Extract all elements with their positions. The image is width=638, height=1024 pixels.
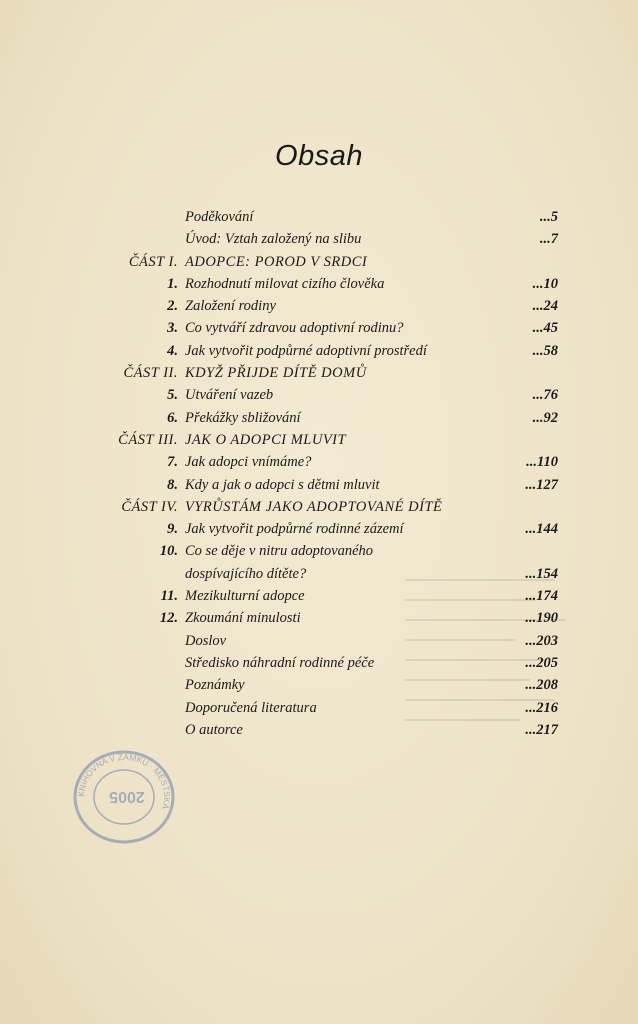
toc-part-heading (0, 496, 638, 518)
toc-entry (0, 384, 638, 406)
toc-entry-title: Rozhodnutí milovat cizího člověka (185, 275, 385, 292)
toc-entry-number: 11. (160, 588, 178, 605)
toc-entry-title: Co se děje v nitru adoptovaného (185, 543, 374, 560)
toc-entry (0, 451, 638, 473)
toc-entry-page: ...45 (532, 320, 558, 337)
toc-entry-number: 2. (167, 298, 178, 315)
toc-entry-page: ...203 (525, 632, 558, 649)
show-through-text (395, 560, 595, 900)
toc-entry (0, 273, 638, 295)
toc-entry-page: ...208 (525, 677, 558, 694)
toc-entry-page: ...7 (539, 231, 558, 248)
toc-entry-title: Kdy a jak o adopci s dětmi mluvit (185, 476, 380, 493)
toc-entry-page: ...76 (532, 387, 558, 404)
toc-entry-title: Jak vytvořit podpůrné rodinné zázemí (185, 521, 404, 538)
toc-entry-title: Zkoumání minulosti (185, 610, 301, 627)
toc-entry-page: ...216 (525, 699, 558, 716)
toc-entry-number: ČÁST I. (128, 253, 178, 270)
toc-entry-title: Jak adopci vnímáme? (185, 454, 312, 471)
toc-entry-page: ...217 (525, 721, 558, 738)
toc-entry-title: KDYŽ PŘIJDE DÍTĚ DOMŮ (185, 365, 367, 382)
toc-entry (0, 317, 638, 339)
toc-entry-number: 6. (167, 409, 178, 426)
toc-entry-title: dospívajícího dítěte? (185, 565, 307, 582)
toc-entry-number: 3. (167, 320, 178, 337)
toc-part-heading (0, 362, 638, 384)
toc-entry-number: ČÁST III. (118, 431, 178, 448)
toc-entry-title: Poděkování (185, 209, 254, 225)
toc-entry-page: ...205 (525, 654, 558, 671)
toc-part-heading (0, 429, 638, 451)
toc-entry-number: 9. (167, 521, 178, 538)
toc-entry-page: ...5 (539, 209, 558, 225)
toc-entry-title: Jak vytvořit podpůrné adoptivní prostředí (185, 342, 427, 359)
toc-entry-page: ...10 (532, 275, 558, 292)
toc-entry (0, 228, 638, 250)
toc-entry-title: Mezikulturní adopce (185, 588, 305, 605)
toc-entry-number: 12. (159, 610, 178, 627)
toc-entry-page: ...190 (525, 610, 558, 627)
toc-entry-title: Překážky sbližování (185, 409, 301, 426)
toc-entry-number: 1. (167, 275, 178, 292)
toc-entry-number: ČÁST II. (123, 365, 178, 382)
toc-entry (0, 295, 638, 317)
stamp-year: 2005 (109, 788, 145, 805)
toc-entry (0, 518, 638, 540)
toc-entry-page: ...92 (532, 409, 558, 426)
toc-entry-title: Úvod: Vztah založený na slibu (185, 231, 362, 248)
toc-entry (0, 206, 638, 228)
stamp-ring-text: KNIHOVNA V ZÁMKU · MĚSTSKÁ (75, 751, 173, 811)
toc-part-heading (0, 251, 638, 273)
toc-entry-page: ...58 (532, 342, 558, 359)
toc-entry-page: ...154 (525, 565, 558, 582)
toc-entry-title: Co vytváří zdravou adoptivní rodinu? (185, 320, 404, 337)
toc-entry-number: 7. (167, 454, 178, 471)
toc-entry-number: 10. (159, 543, 178, 560)
toc-entry (0, 407, 638, 429)
toc-entry-page: ...110 (526, 454, 558, 471)
toc-entry-title: Doslov (185, 632, 227, 649)
toc-entry-title: Utváření vazeb (185, 387, 274, 404)
toc-entry (0, 474, 638, 496)
toc-entry-title: Středisko náhradní rodinné péče (185, 654, 375, 671)
toc-entry-number: 5. (167, 387, 178, 404)
toc-entry-title: VYRŮSTÁM JAKO ADOPTOVANÉ DÍTĚ (185, 498, 443, 515)
toc-entry-title: JAK O ADOPCI MLUVIT (185, 431, 347, 448)
library-stamp (72, 748, 176, 846)
toc-entry-page: ...127 (525, 476, 558, 493)
toc-entry-title: Doporučená literatura (185, 699, 317, 716)
toc-entry-title: Založení rodiny (185, 298, 276, 315)
toc-entry-number: 4. (167, 342, 178, 359)
toc-entry-page: ...144 (525, 521, 558, 538)
page-title: Obsah (275, 140, 363, 172)
toc-entry-title: ADOPCE: POROD V SRDCI (185, 253, 368, 270)
toc-entry-number: 8. (167, 476, 178, 493)
toc-entry-title: Poznámky (185, 677, 245, 694)
toc-entry (0, 340, 638, 362)
toc-entry-number: ČÁST IV. (121, 498, 178, 515)
toc-entry-page: ...174 (525, 588, 558, 605)
toc-entry-title: O autorce (185, 721, 243, 738)
toc-entry-page: ...24 (532, 298, 558, 315)
